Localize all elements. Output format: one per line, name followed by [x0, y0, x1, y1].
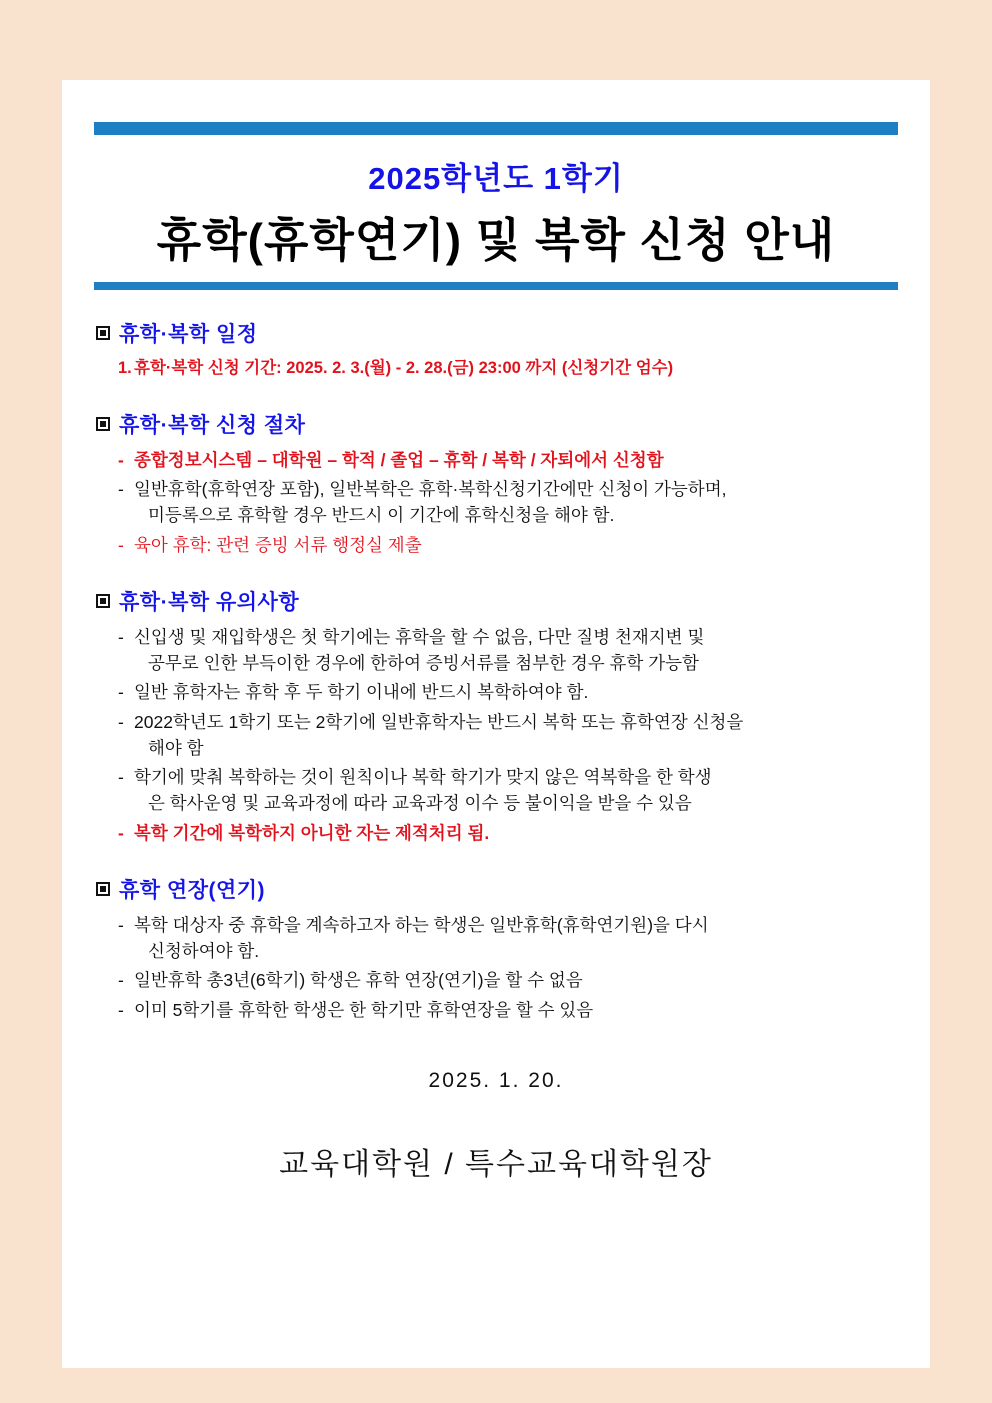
section-heading: [96, 586, 896, 616]
list-text-cont: 은 학사운영 및 교육과정에 따라 교육과정 이수 등 불이익을 받을 수 있음: [148, 793, 692, 814]
list-text: 휴학·복학 신청 기간: 2025. 2. 3.(월) - 2. 28.(금) 23:00 까지 (신청기간 엄수): [134, 359, 674, 377]
list-item: [118, 967, 896, 993]
section-notes: [62, 586, 930, 846]
section-procedure: [62, 409, 930, 558]
section-heading: [96, 318, 896, 348]
list-text: 일반휴학 총3년(6학기) 학생은 휴학 연장(연기)을 할 수 없음: [134, 970, 583, 991]
section-heading-label: 휴학·복학 신청 절차: [119, 413, 306, 437]
list-text: 일반 휴학자는 휴학 후 두 학기 이내에 반드시 복학하여야 함.: [134, 682, 589, 703]
list-text-main: 2022학년도 1학기 또는 2학기에 일반휴학자는 반드시 복학 또는 휴학연장 신청을: [134, 711, 744, 732]
list-item: [118, 764, 896, 817]
list-bullet: -: [118, 711, 124, 732]
list-bullet: -: [118, 767, 124, 787]
list-text: 종합정보시스템 – 대학원 – 학적 / 졸업 – 휴학 / 복학 / 자퇴에서 신청함: [134, 449, 664, 470]
section-heading-label: 휴학 연장(연기): [119, 878, 266, 902]
list-text: [134, 624, 896, 677]
section-heading-label: 휴학·복학 유의사항: [119, 590, 300, 614]
list-item: [118, 820, 896, 846]
list-text: 육아 휴학: 관련 증빙 서류 행정실 제출: [134, 534, 422, 555]
list-text: [134, 912, 896, 965]
square-bullet-icon: [96, 326, 110, 340]
title-underline-bar: [94, 282, 898, 290]
list-bullet: -: [118, 914, 124, 935]
title-block: [62, 153, 930, 270]
list-text-cont: 신청하여야 함.: [148, 941, 260, 961]
list-text-cont: 공무로 인한 부득이한 경우에 한하여 증빙서류를 첨부한 경우 휴학 가능함: [148, 653, 699, 673]
list-text-main: 복학 대상자 중 휴학을 계속하고자 하는 학생은 일반휴학(휴학연기원)을 다시: [134, 914, 709, 935]
list-text-cont: 미등록으로 휴학할 경우 반드시 이 기간에 휴학신청을 해야 함.: [148, 505, 615, 526]
list-bullet: -: [118, 534, 124, 555]
list-bullet: -: [118, 682, 124, 703]
list-bullet: -: [118, 479, 124, 499]
section-heading: [96, 874, 896, 904]
list-item: [118, 624, 896, 677]
list-text-main: 일반휴학(휴학연장 포함), 일반복학은 휴학·복학신청기간에만 신청이 가능하며,: [134, 479, 727, 499]
list-text: [134, 764, 896, 817]
list-item: [118, 912, 896, 965]
section-extension: [62, 874, 930, 1023]
issue-date: 2025. 1. 20.: [428, 1068, 564, 1092]
section-items: [96, 356, 896, 381]
list-bullet: -: [118, 626, 124, 647]
list-item: [118, 997, 896, 1023]
section-schedule: [62, 318, 930, 381]
section-heading: [96, 409, 896, 439]
list-item: [118, 532, 896, 558]
list-item: [118, 709, 896, 762]
list-bullet: -: [118, 970, 124, 991]
title-semester: 2025학년도 1학기: [368, 161, 624, 196]
notice-paper: [62, 80, 930, 1368]
list-item: [118, 356, 896, 381]
list-item: [118, 679, 896, 705]
square-bullet-icon: [96, 882, 110, 896]
issuing-organization: 교육대학원 / 특수교육대학원장: [279, 1147, 713, 1181]
list-item: [118, 447, 896, 473]
section-heading-label: 휴학·복학 일정: [119, 323, 258, 346]
page-title: 휴학(휴학연기) 및 복학 신청 안내: [156, 214, 836, 266]
list-item: [118, 476, 896, 529]
section-items: [96, 912, 896, 1023]
section-items: [96, 624, 896, 846]
list-bullet: 1.: [118, 359, 132, 377]
square-bullet-icon: [96, 594, 110, 608]
section-items: [96, 447, 896, 558]
list-text-main: 학기에 맞춰 복학하는 것이 원칙이나 복학 학기가 맞지 않은 역복학을 한 학생: [134, 767, 712, 787]
list-text: 복학 기간에 복학하지 아니한 자는 제적처리 됨.: [134, 822, 490, 843]
square-bullet-icon: [96, 417, 110, 431]
list-bullet: -: [118, 449, 124, 470]
top-divider-bar: [94, 122, 898, 135]
list-text: [134, 476, 896, 529]
list-text-main: 신입생 및 재입학생은 첫 학기에는 휴학을 할 수 없음, 다만 질병 천재지변 및: [134, 626, 705, 647]
list-bullet: -: [118, 999, 124, 1020]
list-text: 이미 5학기를 휴학한 학생은 한 학기만 휴학연장을 할 수 있음: [134, 999, 594, 1020]
list-text: [134, 709, 896, 762]
list-text-cont: 해야 함: [148, 737, 204, 758]
list-bullet: -: [118, 822, 124, 843]
